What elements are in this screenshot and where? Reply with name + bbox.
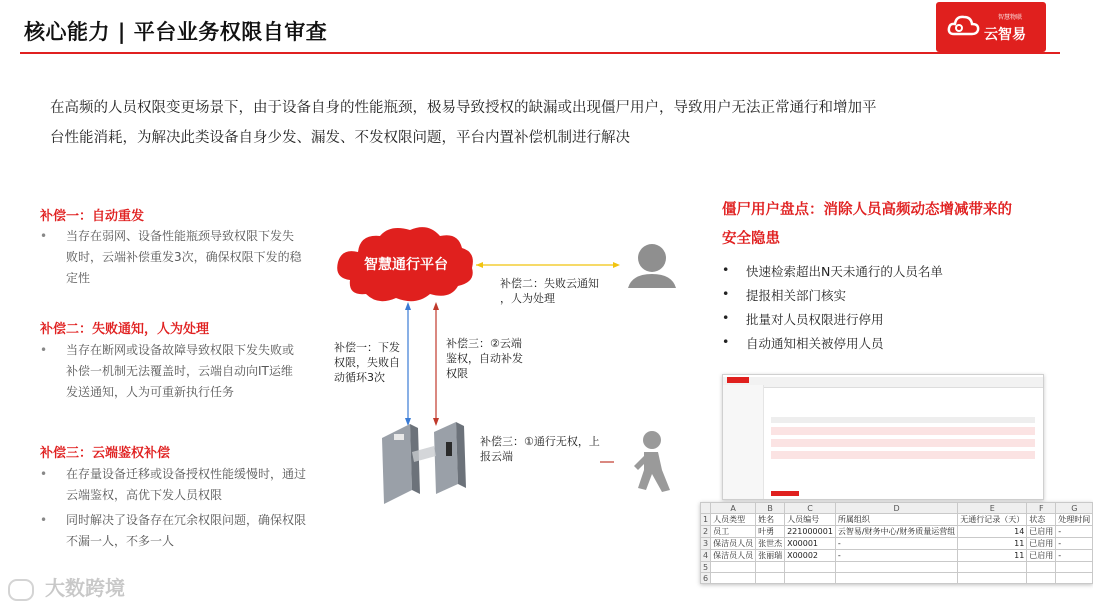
thumb-sidebar: [723, 385, 764, 499]
pass-label: [480, 434, 600, 464]
watermark-logo-icon: [8, 579, 34, 601]
title-line: 僵尸用户盘点：消除人员高频动态增减带来的: [722, 202, 1012, 218]
compensation-1-title: 补偿一：自动重发: [40, 209, 145, 224]
turnstile-gate-icon: [382, 422, 466, 504]
table-row: 5: [701, 562, 1093, 573]
notify-label: [500, 276, 599, 306]
bullet-dot-icon: •: [722, 334, 730, 349]
user-avatar-icon: [628, 244, 676, 288]
table-row: 3 保洁员人员 张世杰 X00001 - 11 已启用 -: [701, 538, 1093, 550]
bullet-dot-icon: •: [40, 467, 48, 481]
bullet-line: 同时解决了设备存在冗余权限问题，确保权限: [66, 513, 307, 527]
logo-subtitle: 智慧物联: [998, 14, 1023, 21]
sheet-col-header: E: [958, 503, 1027, 514]
zombie-list-item: • 批量对人员权限进行停用: [722, 310, 884, 327]
zombie-user-title: [722, 196, 1052, 254]
bullet-dot-icon: •: [40, 229, 48, 243]
thumb-logo: [727, 377, 749, 383]
bullet-dot-icon: •: [722, 286, 730, 301]
bullet-dot-icon: •: [40, 513, 48, 527]
bullet-line: 不漏一人，不多一人: [66, 534, 175, 548]
sheet-col-header-row: [701, 503, 1093, 514]
table-row: 6: [701, 573, 1093, 584]
zombie-list-item: • 自动通知相关被停用人员: [722, 334, 884, 351]
bullet-dot-icon: •: [722, 262, 730, 277]
admin-screenshot-thumbnail: [722, 374, 1044, 500]
resend-label: [334, 340, 400, 385]
intro-line: 在高频的人员权限变更场景下，由于设备自身的性能瓶颈，极易导致授权的缺漏或出现僵尸用户，导致用户无法正常通行和增加平: [50, 100, 877, 116]
compensation-3-title: 补偿三：云端鉴权补偿: [40, 446, 171, 461]
sheet-col-header: B: [756, 503, 785, 514]
logo-text: 云智易: [984, 27, 1026, 43]
title-line: 安全隐患: [722, 231, 780, 247]
excel-export-sheet: [700, 502, 1093, 584]
label-line: 报云端: [480, 450, 513, 463]
thumb-table-header: [771, 417, 1035, 423]
auth-label: [446, 336, 523, 381]
brand-logo: [936, 2, 1046, 52]
bullet-line: 发送通知，人为可重新执行任务: [66, 385, 235, 399]
page-title: 核心能力 | 平台业务权限自审查: [24, 20, 328, 44]
bullet-line: 败时，云端补偿重发3次，确保权限下发的稳: [66, 250, 302, 264]
walking-person-icon: [634, 431, 670, 492]
thumb-topbar: [723, 377, 1043, 388]
bullet-line: 当存在断网或设备故障导致权限下发失败或: [66, 343, 295, 357]
label-line: 补偿三：②云端: [446, 337, 522, 350]
label-line: ，人为处理: [500, 292, 555, 305]
table-row: 4 保洁员人员 张丽瑞 X00002 - 11 已启用 -: [701, 550, 1093, 562]
sheet-col-header: F: [1027, 503, 1056, 514]
sheet-corner: [701, 503, 711, 514]
intro-paragraph: [50, 93, 960, 153]
cloud-logo-icon: [946, 12, 982, 40]
export-table: [700, 502, 1093, 584]
label-line: 补偿二：失败云通知: [500, 277, 599, 290]
compensation-1-bullet: [40, 226, 330, 289]
compensation-3-bullet: [40, 464, 330, 506]
bullet-dot-icon: •: [40, 343, 48, 357]
sheet-col-header: D: [835, 503, 957, 514]
title-divider: [20, 52, 1060, 54]
label-line: 补偿三：①通行无权，上: [480, 435, 600, 448]
watermark: [8, 572, 125, 601]
bullet-line: 当存在弱网、设备性能瓶颈导致权限下发失: [66, 229, 295, 243]
compensation-2-bullet: [40, 340, 330, 403]
sheet-col-header: C: [785, 503, 836, 514]
label-line: 鉴权，自动补发: [446, 352, 523, 365]
zombie-list-item: • 快速检索超出N天未通行的人员名单: [722, 262, 943, 279]
intro-line: 台性能消耗，为解决此类设备自身少发、漏发、不发权限问题，平台内置补偿机制进行解决: [50, 130, 630, 146]
bullet-line: 云端鉴权，高优下发人员权限: [66, 488, 223, 502]
label-line: 补偿一：下发: [334, 341, 400, 354]
bullet-line: 在存量设备迁移或设备授权性能缓慢时，通过: [66, 467, 307, 481]
thumb-row-highlight: [771, 427, 1035, 435]
platform-cloud-label: 智慧通行平台: [364, 257, 448, 273]
sheet-col-header: A: [711, 503, 756, 514]
compensation-2-title: 补偿二：失败通知，人为处理: [40, 322, 210, 337]
thumb-button: [771, 491, 799, 496]
compensation-3-bullet: [40, 510, 330, 552]
bullet-line: 补偿一机制无法覆盖时，云端自动向IT运维: [66, 364, 293, 378]
label-line: 动循环3次: [334, 371, 385, 384]
sheet-col-header: G: [1056, 503, 1093, 514]
table-row: 1 人员类型 姓名 人员编号 所属组织 无通行记录（天） 状态 处理时间: [701, 514, 1093, 526]
thumb-row-highlight: [771, 439, 1035, 447]
label-line: 权限，失败自: [334, 356, 400, 369]
bullet-line: 定性: [66, 271, 91, 285]
bullet-dot-icon: •: [722, 310, 730, 325]
zombie-list-item: • 提报相关部门核实: [722, 286, 847, 303]
table-row: 2 员工 叶勇 221000001 云智易/财务中心/财务质量运营组 14 已启用 -: [701, 526, 1093, 538]
thumb-row-highlight: [771, 451, 1035, 459]
watermark-text: 大数跨境: [44, 576, 125, 600]
label-line: 权限: [446, 367, 468, 380]
